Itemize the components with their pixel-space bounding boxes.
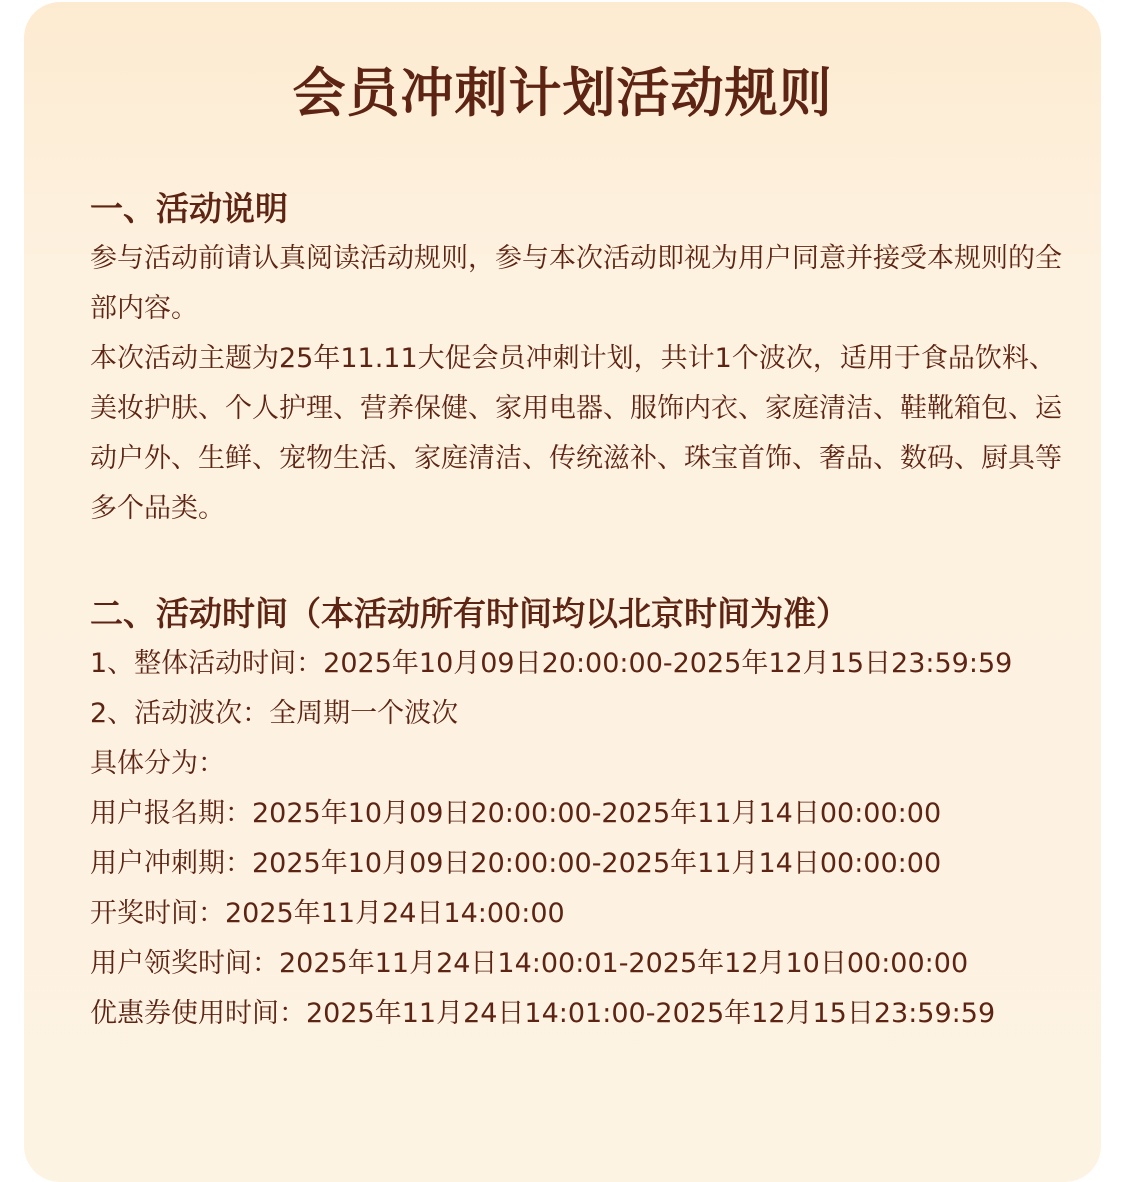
- rules-card: [24, 2, 1101, 1182]
- page-title: 会员冲刺计划活动规则: [292, 63, 833, 124]
- description-paragraph: 本次活动主题为25年11.11大促会员冲刺计划，共计1个波次，适用于食品饮料、美妆护肤、个人护理、营养保健、家用电器、服饰内衣、家庭清洁、鞋靴箱包、运动户外、生鲜、宠物生活、家庭清洁、传统滋补、珠宝首饰、奢品、数码、厨具等多个品类。: [90, 343, 1062, 524]
- sprint-period-line: 用户冲刺期：2025年10月09日20:00:00-2025年11月14日00:00:00: [90, 848, 942, 879]
- draw-time-line: 开奖时间：2025年11月24日14:00:00: [90, 898, 565, 929]
- rules-content: [90, 184, 1070, 1039]
- signup-period-line: 用户报名期：2025年10月09日20:00:00-2025年11月14日00:00:00: [90, 798, 942, 829]
- wave-line: 2、活动波次：全周期一个波次: [90, 698, 459, 729]
- section-heading-time: 二、活动时间（本活动所有时间均以北京时间为准）: [90, 594, 849, 633]
- coupon-time-line: 优惠券使用时间：2025年11月24日14:01:00-2025年12月15日23:59:59: [90, 998, 996, 1029]
- claim-time-line: 用户领奖时间：2025年11月24日14:00:01-2025年12月10日00:00:00: [90, 948, 969, 979]
- description-paragraph: 参与活动前请认真阅读活动规则，参与本次活动即视为用户同意并接受本规则的全部内容。: [90, 243, 1062, 324]
- section-heading-description: 一、活动说明: [90, 189, 288, 228]
- breakdown-label: 具体分为：: [90, 748, 225, 779]
- overall-time-line: 1、整体活动时间：2025年10月09日20:00:00-2025年12月15日23:59:59: [90, 648, 1013, 679]
